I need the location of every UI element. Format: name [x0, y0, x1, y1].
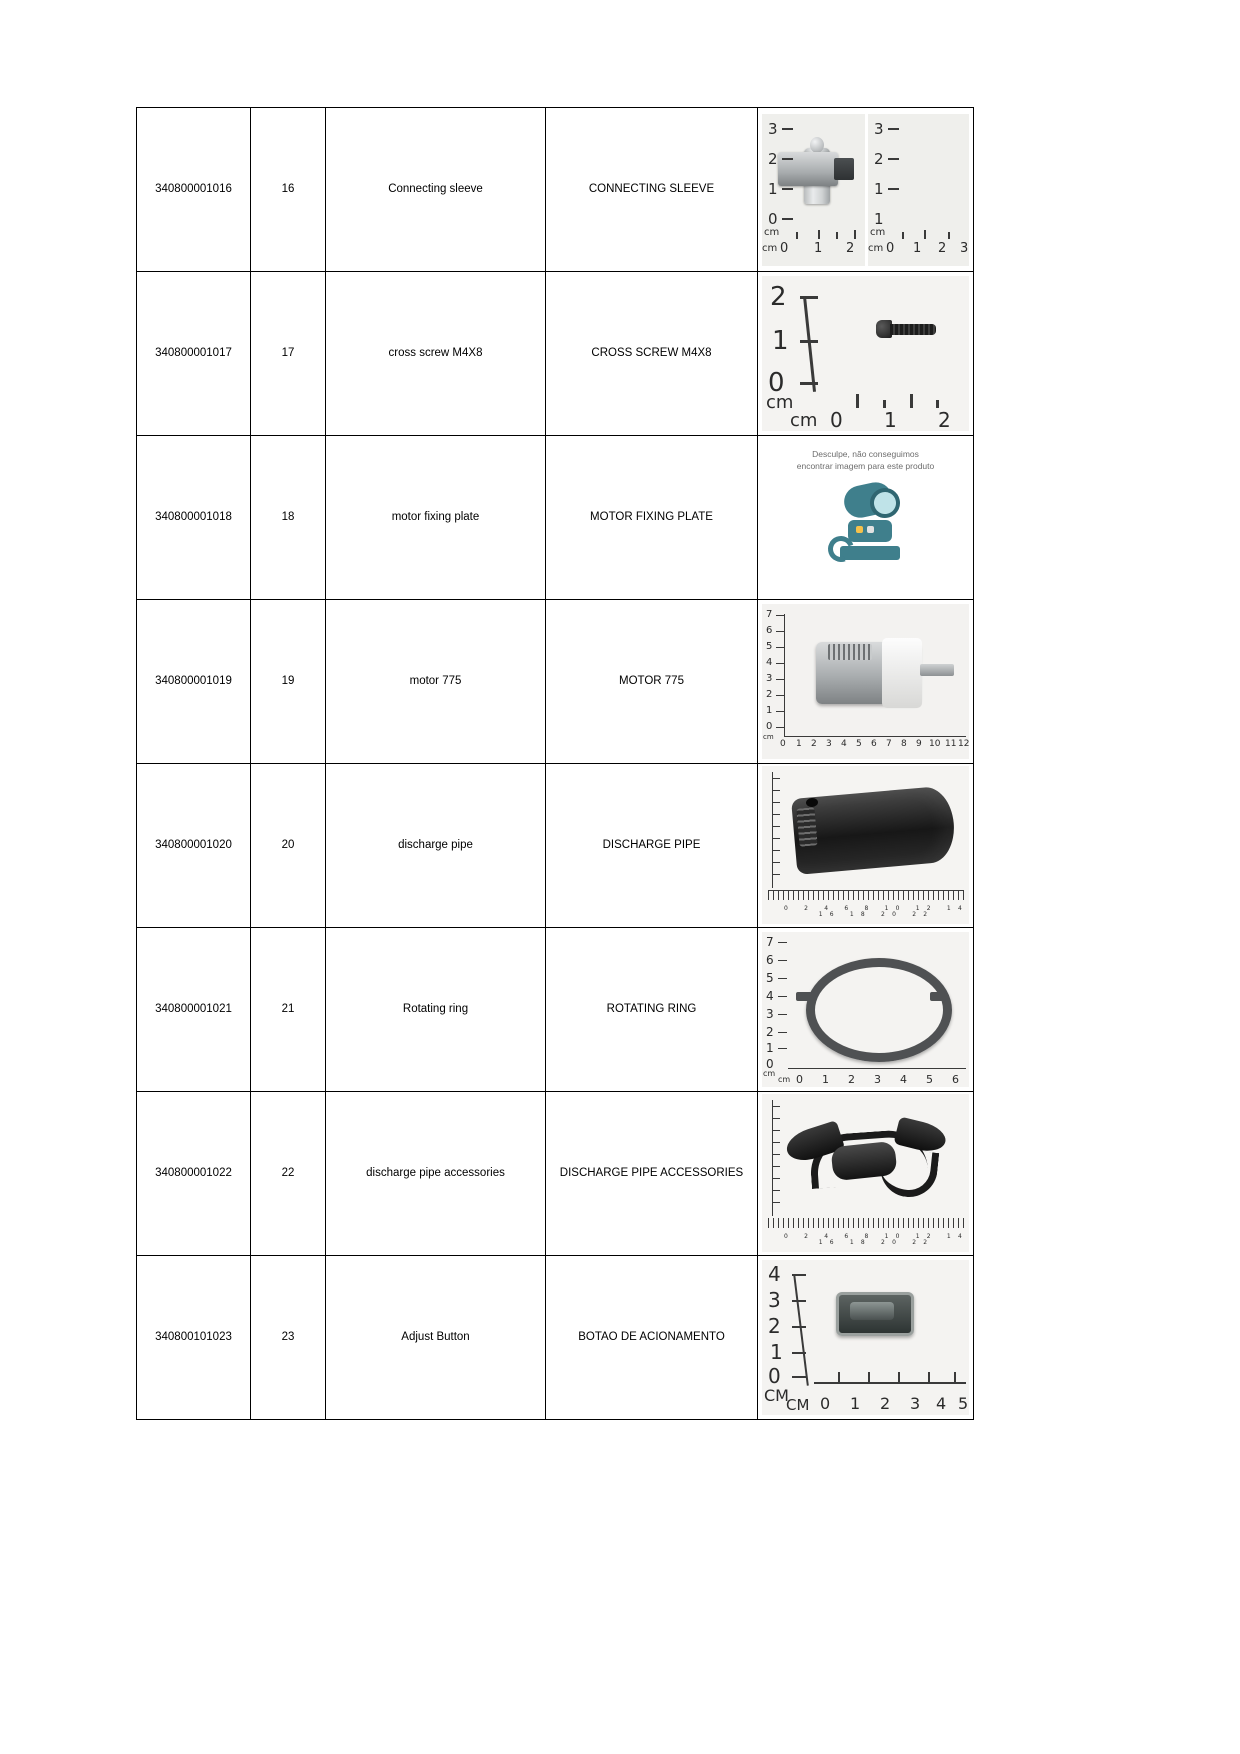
cell-item-number: 19: [251, 600, 326, 764]
cell-description: Adjust Button: [326, 1256, 546, 1420]
cell-image: [758, 436, 974, 600]
cell-code: 340800101023: [137, 1256, 251, 1420]
cell-description: motor 775: [326, 600, 546, 764]
cell-code: 340800001021: [137, 928, 251, 1092]
table-row: [137, 1092, 974, 1256]
connecting-sleeve-photo: 3 2 1 0 cm cm 0 1 2 3 2 1 1 cm cm 0 1 2 3: [758, 108, 973, 271]
cell-item-number: 21: [251, 928, 326, 1092]
cell-description-uppercase: BOTAO DE ACIONAMENTO: [546, 1256, 758, 1420]
cell-description: discharge pipe: [326, 764, 546, 928]
cell-image: [758, 108, 974, 272]
adjust-button-photo: 4 3 2 1 0 CM CM 0 1 2 3 4 5: [758, 1256, 973, 1419]
cell-image: [758, 764, 974, 928]
cell-image: [758, 1256, 974, 1420]
cell-description-uppercase: ROTATING RING: [546, 928, 758, 1092]
cell-item-number: 23: [251, 1256, 326, 1420]
cell-image: [758, 600, 974, 764]
cell-image: [758, 928, 974, 1092]
table-row: [137, 764, 974, 928]
cell-code: 340800001017: [137, 272, 251, 436]
cell-code: 340800001018: [137, 436, 251, 600]
cross-screw-photo: 2 1 0 cm cm 0 1 2: [758, 272, 973, 435]
cell-description-uppercase: CONNECTING SLEEVE: [546, 108, 758, 272]
table-row: [137, 928, 974, 1092]
rotating-ring-photo: 7 6 5 4 3 2 1 0 cm cm 0 1 2 3 4 5 6: [758, 928, 973, 1091]
cell-item-number: 20: [251, 764, 326, 928]
motor-775-photo: 7 6 5 4 3 2 1 0 cm 0 1 2 3 4 5 6 7 8 9 10 11 12: [758, 600, 973, 763]
cell-description-uppercase: MOTOR FIXING PLATE: [546, 436, 758, 600]
cell-item-number: 16: [251, 108, 326, 272]
table-row: [137, 272, 974, 436]
cell-description-uppercase: CROSS SCREW M4X8: [546, 272, 758, 436]
cell-description: Rotating ring: [326, 928, 546, 1092]
cell-code: 340800001019: [137, 600, 251, 764]
discharge-pipe-photo: 0 2 4 6 8 10 12 14 16 18 20 22: [758, 764, 973, 927]
cell-image: [758, 1092, 974, 1256]
cell-code: 340800001020: [137, 764, 251, 928]
cell-description-uppercase: DISCHARGE PIPE: [546, 764, 758, 928]
cell-description: cross screw M4X8: [326, 272, 546, 436]
parts-table: [136, 107, 974, 1420]
no-image-placeholder: [758, 436, 973, 599]
table-row: [137, 600, 974, 764]
cell-code: 340800001016: [137, 108, 251, 272]
cell-description: discharge pipe accessories: [326, 1092, 546, 1256]
cell-description: motor fixing plate: [326, 436, 546, 600]
placeholder-text-line1: Desculpe, não conseguimos: [812, 449, 919, 459]
discharge-pipe-accessories-photo: 0 2 4 6 8 10 12 14 16 18 20 22: [758, 1092, 973, 1255]
table-row: [137, 436, 974, 600]
placeholder-text-line2: encontrar imagem para este produto: [796, 461, 935, 472]
cell-item-number: 22: [251, 1092, 326, 1256]
cell-item-number: 17: [251, 272, 326, 436]
table-row: [137, 108, 974, 272]
cell-description: Connecting sleeve: [326, 108, 546, 272]
cell-code: 340800001022: [137, 1092, 251, 1256]
cell-item-number: 18: [251, 436, 326, 600]
cell-description-uppercase: MOTOR 775: [546, 600, 758, 764]
cell-description-uppercase: DISCHARGE PIPE ACCESSORIES: [546, 1092, 758, 1256]
table-row: [137, 1256, 974, 1420]
cell-image: [758, 272, 974, 436]
robot-icon: [826, 484, 912, 568]
